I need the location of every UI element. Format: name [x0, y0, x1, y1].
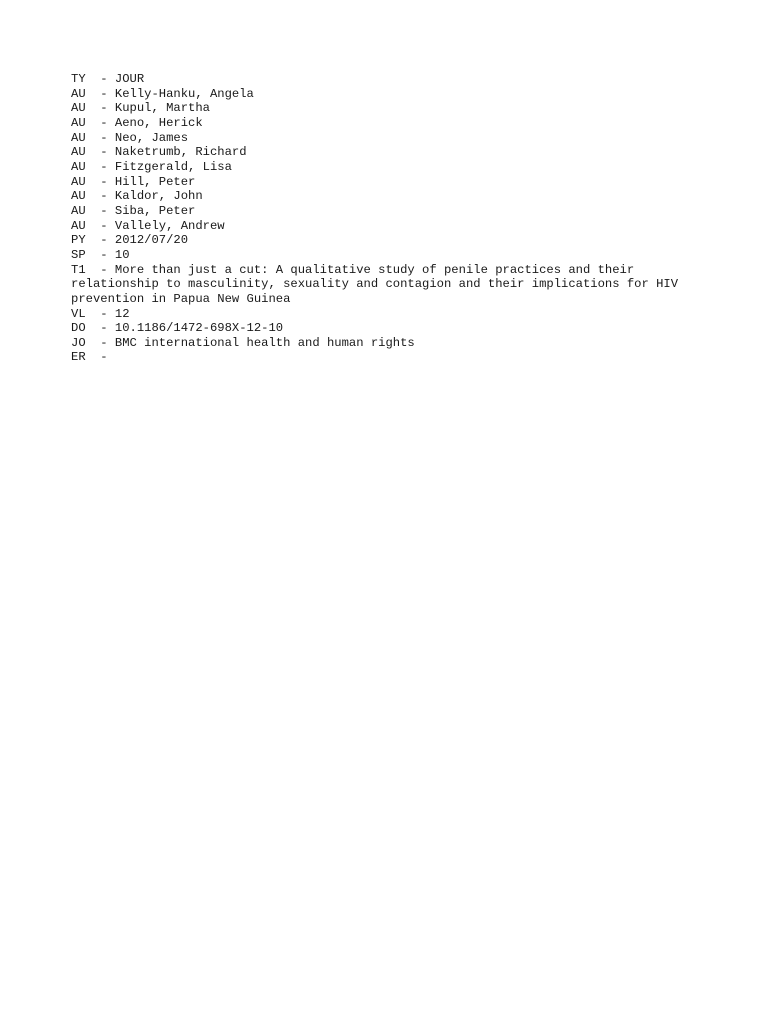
ris-line-author: AU - Kaldor, John	[71, 189, 203, 204]
ris-line-author: AU - Naketrumb, Richard	[71, 145, 247, 160]
ris-line-author: AU - Neo, James	[71, 130, 189, 145]
ris-line-author: AU - Aeno, Herick	[71, 115, 203, 130]
ris-line-author: AU - Siba, Peter	[71, 203, 196, 218]
ris-line-title: T1 - More than just a cut: A qualitative study of penile practices and their relationship to masculinity, sexuality and contagion and their implications for HIV prevention in Papua New Guinea	[71, 262, 686, 306]
ris-line-author: AU - Fitzgerald, Lisa	[71, 159, 232, 174]
ris-line-type: TY - JOUR	[71, 72, 145, 86]
ris-line-author: AU - Kelly-Hanku, Angela	[71, 86, 254, 101]
ris-line-author: AU - Vallely, Andrew	[71, 218, 225, 233]
ris-line-author: AU - Kupul, Martha	[71, 101, 210, 116]
ris-line-author: AU - Hill, Peter	[71, 174, 196, 189]
ris-line-start-page: SP - 10	[71, 247, 130, 262]
ris-line-doi: DO - 10.1186/1472-698X-12-10	[71, 321, 284, 336]
ris-line-volume: VL - 12	[71, 306, 130, 321]
ris-line-end-record: ER -	[71, 350, 115, 365]
ris-line-journal: JO - BMC international health and human rights	[71, 335, 415, 350]
ris-line-publication-year: PY - 2012/07/20	[71, 233, 189, 248]
ris-citation-document	[71, 72, 711, 365]
